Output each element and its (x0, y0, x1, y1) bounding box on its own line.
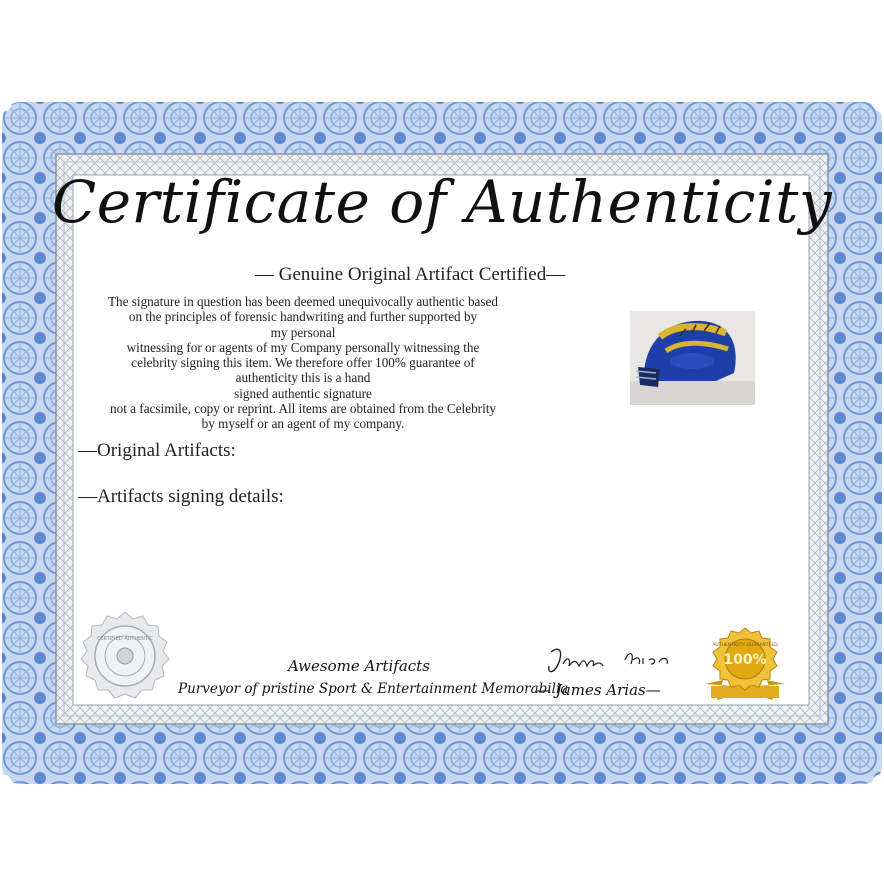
statement-line: not a facsimile, copy or reprint. All items are obtained from the Celebrity (110, 401, 496, 417)
statement-line: celebrity signing this item. We therefore offer 100% guarantee of (131, 355, 475, 371)
seal-ring-text-gold: AUTHENTICITY GUARANTEED (712, 643, 778, 648)
signing-details-label: —Artifacts signing details: (78, 486, 284, 507)
certified-seal (79, 610, 171, 707)
handwritten-signature (545, 644, 675, 685)
statement-line: witnessing for or agents of my Company personally witnessing the (126, 339, 480, 355)
certificate-title: Certificate of Authenticity (51, 168, 833, 236)
statement-line: my personal (270, 324, 336, 340)
statement-line: on the principles of forensic handwriting and further supported by (128, 309, 478, 325)
company-tagline: Purveyor of pristine Sport & Entertainment Memorabilia (178, 681, 569, 697)
seal-badge-text: 100% (723, 652, 767, 668)
statement-line: authenticity this is a hand (235, 370, 371, 386)
statement-line: signed authentic signature (234, 385, 372, 401)
seal-ring-text: CERTIFIED AUTHENTIC (96, 636, 154, 642)
statement-line: by myself or an agent of my company. (201, 416, 405, 432)
authenticity-statement (80, 294, 526, 432)
signer-name: — James Arias— (536, 681, 661, 699)
company-name: Awesome Artifacts (288, 657, 430, 675)
certificate-subtitle: — Genuine Original Artifact Certified— (255, 264, 566, 285)
gold-guarantee-seal (703, 626, 787, 711)
statement-line: The signature in question has been deemed unequivocally authentic based (107, 294, 498, 309)
original-artifacts-label: —Original Artifacts: (78, 440, 236, 461)
signed-helmet-photo (630, 311, 755, 405)
